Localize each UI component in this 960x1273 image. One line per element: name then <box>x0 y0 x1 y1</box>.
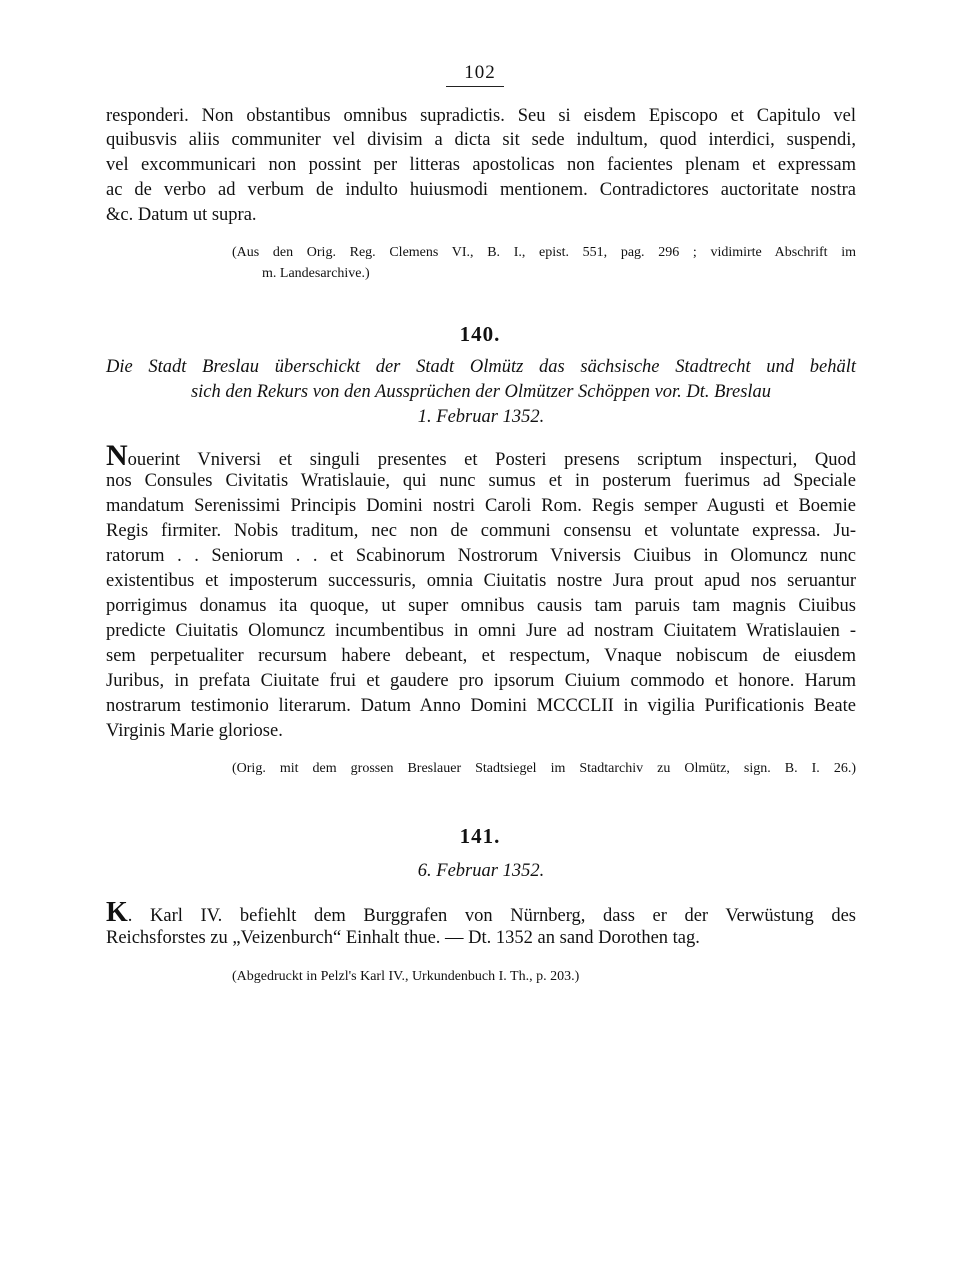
entry-number-141: 141. <box>459 824 501 848</box>
text-line <box>106 897 856 928</box>
entry-date: 6. Februar 1352. <box>417 861 545 881</box>
entry-heading: Die Stadt Breslau überschickt der Stadt Olmütz das sächsische Stadtrecht und behält <box>106 357 856 377</box>
text-line-rest: ouerint Vniversi et singuli presentes et Posteri presens scriptum inspecturi, Quod <box>127 450 856 470</box>
entry-date: 1. Februar 1352. <box>417 407 545 427</box>
text-line: responderi. Non obstantibus omnibus supradictis. Seu si eisdem Episcopo et Capitulo vel <box>106 106 856 126</box>
initial-letter: K <box>106 897 128 928</box>
source-note: (Aus den Orig. Reg. Clemens VI., B. I., epist. 551, pag. 296 ; vidimirte Abschrift im <box>232 245 856 260</box>
text-line: quibusvis aliis communiter vel divisim a dicta sit sede indultum, quod interdici, suspendi, <box>106 130 856 150</box>
text-line: mandatum Serenissimi Principis Domini nostri Caroli Rom. Regis semper Augusti et Boemie <box>106 496 856 516</box>
page-number-rule <box>446 86 504 87</box>
entry-heading: sich den Rekurs von den Aussprüchen der Olmützer Schöppen vor. Dt. Breslau <box>190 382 772 402</box>
text-line: sem perpetualiter recursum habere debeant, et respectum, Vnaque nobiscum de eiusdem <box>106 646 856 666</box>
text-line: predicte Ciuitatis Olomuncz incumbentibus in omni Jure ad nostram Ciuitatem Wratislauien - <box>106 621 856 641</box>
source-note: m. Landesarchive.) <box>262 266 370 281</box>
text-line: Reichsforstes zu „Veizenburch“ Einhalt thue. — Dt. 1352 an sand Dorothen tag. <box>106 928 700 948</box>
page-number: 102 <box>464 62 496 83</box>
text-line: nos Consules Civitatis Wratislauie, qui nunc sumus et in posterum fuerimus ad Speciale <box>106 471 856 491</box>
text-line: ratorum . . Seniorum . . et Scabinorum Nostrorum Vniversis Ciuibus in Olomuncz nunc <box>106 546 856 566</box>
text-line <box>106 439 856 472</box>
text-line: porrigimus donamus ita quoque, ut super omnibus causis tam paruis tam magnis Ciuibus <box>106 596 856 616</box>
source-note: (Orig. mit dem grossen Breslauer Stadtsiegel im Stadtarchiv zu Olmütz, sign. B. I. 26.) <box>232 761 856 776</box>
text-line: Regis firmiter. Nobis traditum, nec non de communi consensu et voluntate expressa. Ju- <box>106 521 856 541</box>
initial-letter: N <box>106 439 128 472</box>
text-line: nostrarum testimonio literarum. Datum Anno Domini MCCCLII in vigilia Purificationis Beate <box>106 696 856 716</box>
text-line: &c. Datum ut supra. <box>106 205 257 225</box>
text-line: Virginis Marie gloriose. <box>106 721 283 741</box>
text-line: ac de verbo ad verbum de indulto huiusmodi mentionem. Contradictores auctoritate nostra <box>106 180 856 200</box>
text-line: existentibus et imposterum successuris, omnia Ciuitatis nostre Jura prout apud nos seruantur <box>106 571 856 591</box>
text-line-rest: . Karl IV. befiehlt dem Burggrafen von Nürnberg, dass er der Verwüstung des <box>127 906 856 926</box>
source-note: (Abgedruckt in Pelzl's Karl IV., Urkundenbuch I. Th., p. 203.) <box>232 969 580 984</box>
text-line: Juribus, in prefata Ciuitate frui et gaudere pro ipsorum Ciuium commodo et honore. Harum <box>106 671 856 691</box>
text-line: vel excommunicari non possint per litteras apostolicas non facientes plenam et expressam <box>106 155 856 175</box>
entry-number-140: 140. <box>459 322 501 346</box>
